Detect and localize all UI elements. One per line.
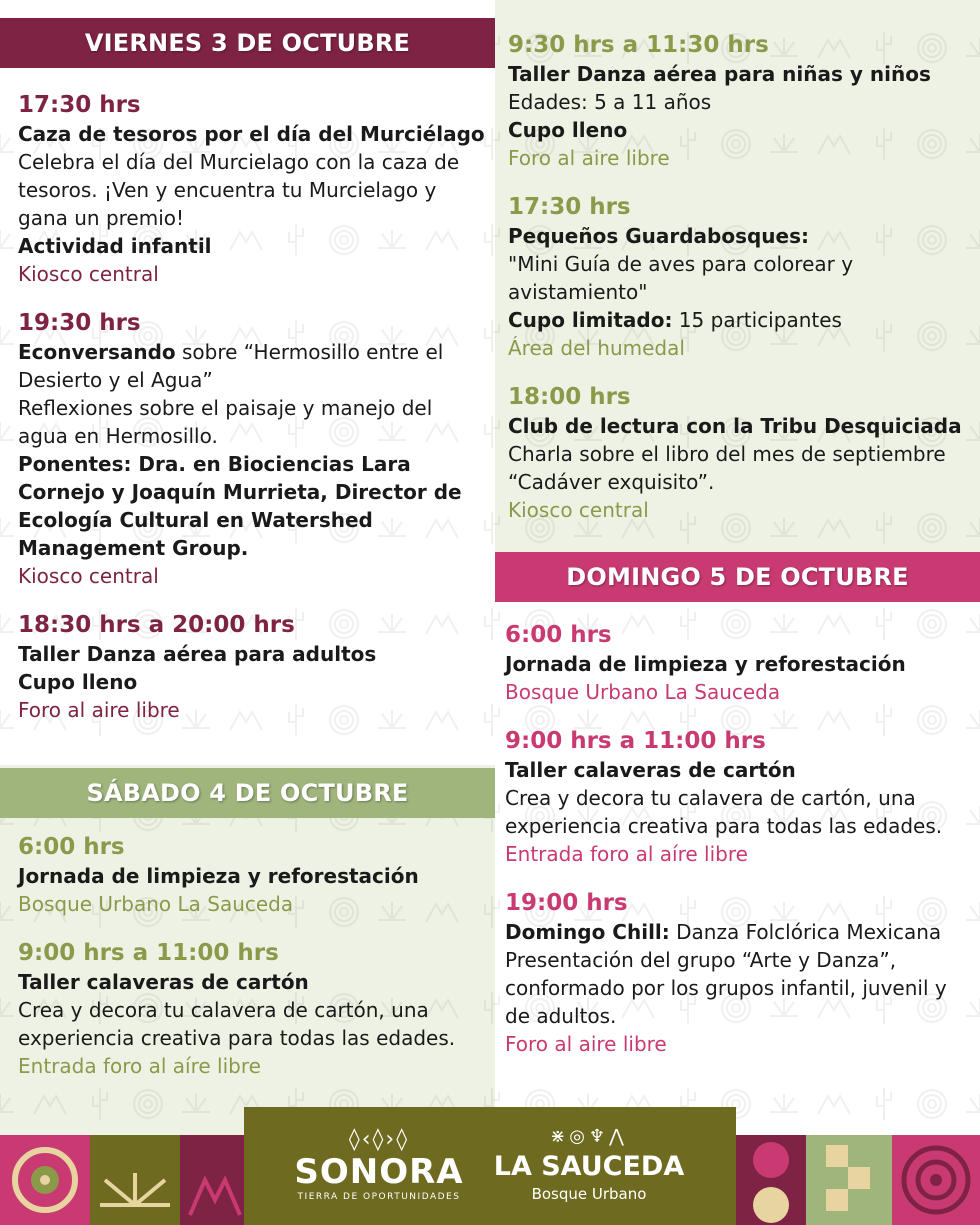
event-title: Jornada de limpieza y reforestación xyxy=(505,652,906,676)
event-time: 19:00 hrs xyxy=(505,890,628,916)
event-place: Foro al aire libre xyxy=(505,1032,667,1056)
event-time: 18:30 hrs a 20:00 hrs xyxy=(18,612,295,638)
event-title-line xyxy=(18,338,488,394)
event-time: 18:00 hrs xyxy=(508,384,631,410)
event-title: Taller Danza aérea para adultos xyxy=(18,642,377,666)
event-title: Caza de tesoros por el día del Murciélago xyxy=(18,122,485,146)
event-place: Foro al aire libre xyxy=(18,698,180,722)
event-place: Entrada foro al aíre libre xyxy=(505,842,748,866)
event-note: Cupo lleno xyxy=(18,670,138,694)
event-time: 17:30 hrs xyxy=(18,92,141,118)
event-description: Edades: 5 a 11 años xyxy=(508,90,712,114)
event-item xyxy=(508,192,973,362)
event-item xyxy=(505,888,975,1058)
event-title: Econversando xyxy=(18,340,176,364)
event-place: Entrada foro al aíre libre xyxy=(18,1054,261,1078)
cupo-value: 15 participantes xyxy=(672,308,842,332)
event-cupo-line xyxy=(508,306,973,334)
event-time: 6:00 hrs xyxy=(18,834,125,860)
sonora-tagline: TIERRA DE OPORTUNIDADES xyxy=(297,1192,461,1202)
saturday-events-right xyxy=(508,30,973,544)
event-item xyxy=(18,90,488,288)
sonora-logo xyxy=(294,1127,464,1203)
speakers: Dra. en Biociencias Lara Cornejo y Joaquín Murrieta, Director de Ecología Cultural en Watershed Management Group. xyxy=(18,452,462,560)
event-time: 6:00 hrs xyxy=(505,622,612,648)
event-item xyxy=(18,938,488,1080)
event-title-rest: Danza Folclórica Mexicana xyxy=(669,920,942,944)
event-title: Domingo Chill: xyxy=(505,920,670,944)
event-time: 9:00 hrs a 11:00 hrs xyxy=(505,728,766,754)
sonora-ornament: ◊‹◊›◊ xyxy=(348,1127,410,1152)
event-speakers-line xyxy=(18,450,488,562)
event-item xyxy=(508,382,973,524)
event-description: Presentación del grupo “Arte y Danza”, conformado por los grupos infantil, juvenil y de adultos. xyxy=(505,948,947,1028)
saturday-header: SÁBADO 4 DE OCTUBRE xyxy=(0,768,495,818)
event-item xyxy=(505,620,975,706)
event-item xyxy=(18,610,488,724)
event-description: Reflexiones sobre el paisaje y manejo del agua en Hermosillo. xyxy=(18,396,433,448)
event-title: Club de lectura con la Tribu Desquiciada xyxy=(508,414,962,438)
sunday-header: DOMINGO 5 DE OCTUBRE xyxy=(495,552,980,602)
event-description: Celebra el día del Murcielago con la caza de tesoros. ¡Ven y encuentra tu Murcielago y gana un premio! xyxy=(18,150,460,230)
event-place: Kiosco central xyxy=(508,498,649,522)
event-place: Bosque Urbano La Sauceda xyxy=(18,892,294,916)
event-place: Foro al aire libre xyxy=(508,146,670,170)
la-sauceda-logo xyxy=(489,1125,689,1203)
event-description: Charla sobre el libro del mes de septiembre “Cadáver exquisito”. xyxy=(508,442,946,494)
event-place: Kiosco central xyxy=(18,564,159,588)
event-item xyxy=(18,308,488,590)
event-item xyxy=(18,832,488,918)
event-place: Área del humedal xyxy=(508,336,685,360)
sauceda-icons: ⋇◎♆⋀ xyxy=(550,1126,628,1147)
event-title: Jornada de limpieza y reforestación xyxy=(18,864,419,888)
event-item xyxy=(505,726,975,868)
event-time: 19:30 hrs xyxy=(18,310,141,336)
event-title-line xyxy=(505,918,975,946)
event-note: Cupo lleno xyxy=(508,118,628,142)
event-time: 9:30 hrs a 11:30 hrs xyxy=(508,32,769,58)
event-place: Bosque Urbano La Sauceda xyxy=(505,680,781,704)
saturday-events-left xyxy=(18,832,488,1100)
event-title: Taller Danza aérea para niñas y niños xyxy=(508,62,931,86)
sonora-name: SONORA xyxy=(294,1152,464,1192)
cupo-label: Cupo limitado: xyxy=(508,308,673,332)
event-title: Taller calaveras de cartón xyxy=(18,970,309,994)
event-description: Crea y decora tu calavera de cartón, una experiencia creativa para todas las edades. xyxy=(18,998,456,1050)
friday-events xyxy=(18,90,488,744)
footer-logo-box xyxy=(244,1107,736,1225)
event-description: Crea y decora tu calavera de cartón, una experiencia creativa para todas las edades. xyxy=(505,786,943,838)
event-place: Kiosco central xyxy=(18,262,159,286)
event-note: Actividad infantil xyxy=(18,234,212,258)
sunday-events xyxy=(505,620,975,1078)
friday-header: VIERNES 3 DE OCTUBRE xyxy=(0,18,495,68)
event-title: Taller calaveras de cartón xyxy=(505,758,796,782)
event-item xyxy=(508,30,973,172)
event-title: Pequeños Guardabosques: xyxy=(508,224,809,248)
event-description: "Mini Guía de aves para colorear y avistamiento" xyxy=(508,252,854,304)
speakers-label: Ponentes: xyxy=(18,452,132,476)
event-time: 9:00 hrs a 11:00 hrs xyxy=(18,940,279,966)
sauceda-subtitle: Bosque Urbano xyxy=(531,1185,647,1203)
sauceda-name: LA SAUCEDA xyxy=(493,1151,685,1182)
event-time: 17:30 hrs xyxy=(508,194,631,220)
event-title-rest: sobre “Hermosillo entre el Desierto y el Agua” xyxy=(18,340,444,392)
